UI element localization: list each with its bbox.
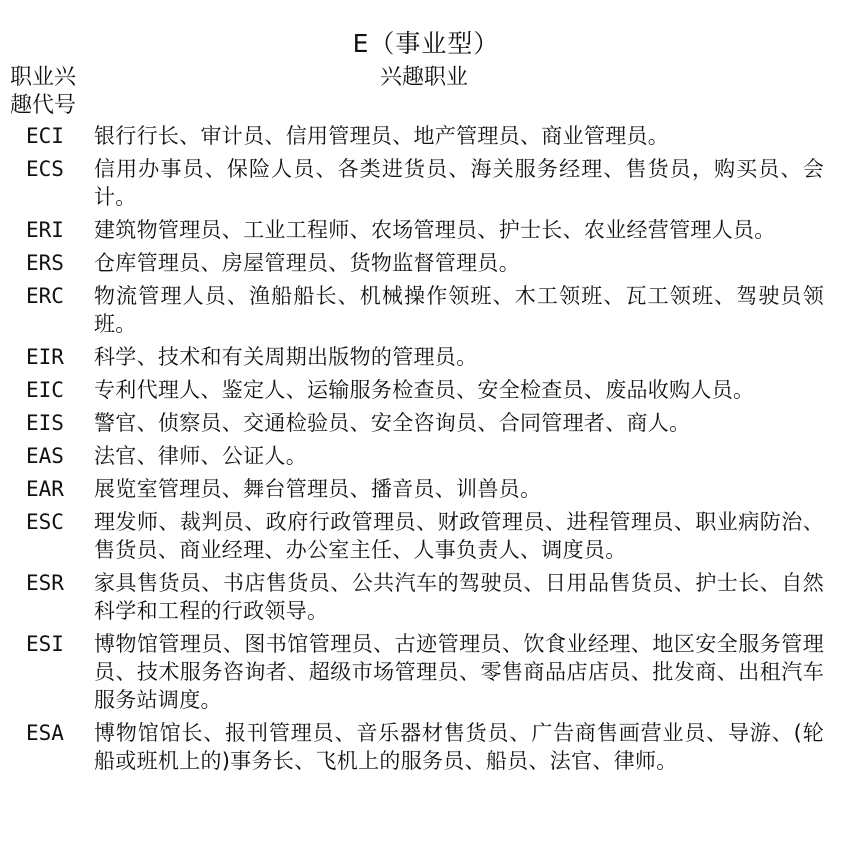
job-list: 法官、律师、公证人。 [94,444,307,468]
table-row [0,249,852,277]
table-row [0,475,852,503]
job-list: 博物馆馆长、报刊管理员、音乐器材售货员、广告商售画营业员、导游、(轮船或班机上的)事务长、飞机上的服务员、船员、法官、律师。 [94,721,824,773]
interest-code: ESA [26,721,64,745]
code-column-header: 职业兴趣代号 [10,65,77,118]
interest-code: EIS [26,411,64,435]
interest-code: ERC [26,284,64,308]
table-row [0,719,852,775]
job-list: 建筑物管理员、工业工程师、农场管理员、护士长、农业经营管理人员。 [94,218,776,242]
interest-code: ESR [26,571,64,595]
job-list: 专利代理人、鉴定人、运输服务检查员、安全检查员、废品收购人员。 [94,378,755,402]
table-row [0,409,852,437]
table-row [0,376,852,404]
interest-code: ESC [26,510,64,534]
interest-code: EIR [26,345,64,369]
interest-code-table [0,122,852,780]
interest-code: EAS [26,444,64,468]
interest-code: ERI [26,218,64,242]
job-list: 理发师、裁判员、政府行政管理员、财政管理员、进程管理员、职业病防治、售货员、商业经理、办公室主任、人事负责人、调度员。 [94,510,824,562]
page-title: E（事业型） [352,29,500,58]
table-row [0,122,852,150]
job-list: 警官、侦察员、交通检验员、安全咨询员、合同管理者、商人。 [94,411,691,435]
interest-code: EIC [26,378,64,402]
job-list: 银行行长、审计员、信用管理员、地产管理员、商业管理员。 [94,124,670,148]
job-list: 仓库管理员、房屋管理员、货物监督管理员。 [94,251,520,275]
interest-code: ECS [26,157,64,181]
table-row [0,155,852,211]
table-row [0,442,852,470]
interest-code: ECI [26,124,64,148]
table-row [0,508,852,564]
job-list: 博物馆管理员、图书馆管理员、古迹管理员、饮食业经理、地区安全服务管理员、技术服务咨询者、超级市场管理员、零售商品店店员、批发商、出租汽车服务站调度。 [94,632,824,712]
table-row [0,630,852,714]
table-row [0,343,852,371]
table-row [0,569,852,625]
job-list: 信用办事员、保险人员、各类进货员、海关服务经理、售货员，购买员、会计。 [94,157,824,209]
job-list: 展览室管理员、舞台管理员、播音员、训兽员。 [94,477,542,501]
table-row [0,282,852,338]
jobs-column-header: 兴趣职业 [380,65,469,90]
interest-code: ERS [26,251,64,275]
job-list: 科学、技术和有关周期出版物的管理员。 [94,345,478,369]
interest-code: EAR [26,477,64,501]
job-list: 物流管理人员、渔船船长、机械操作领班、木工领班、瓦工领班、驾驶员领班。 [94,284,824,336]
job-list: 家具售货员、书店售货员、公共汽车的驾驶员、日用品售货员、护士长、自然科学和工程的行政领导。 [94,571,824,623]
table-row [0,216,852,244]
interest-code: ESI [26,632,64,656]
